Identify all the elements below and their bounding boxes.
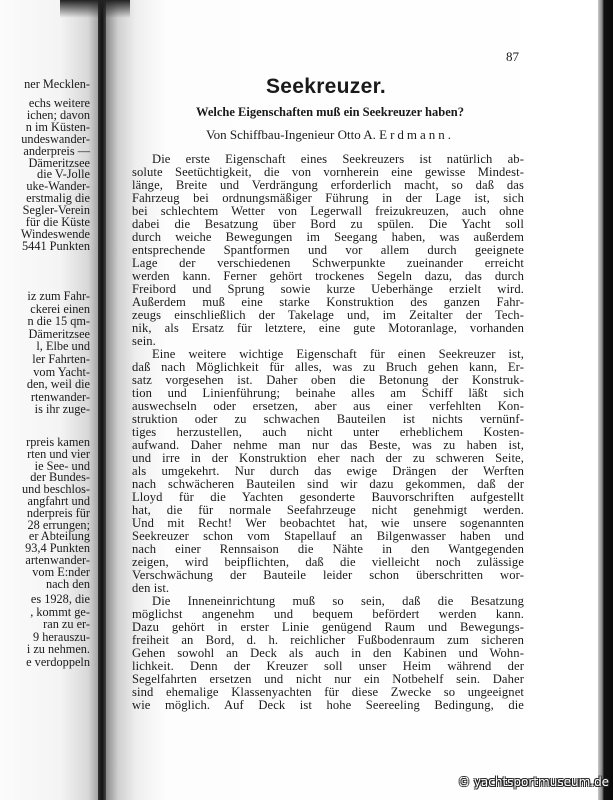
left-page-line: rpreis kamen <box>26 435 90 449</box>
body-text-line: aufwand. Daher nehme man nur das Beste, was zu haben ist, <box>132 438 524 452</box>
left-page-line: uke-Wander- <box>26 179 90 194</box>
left-page-line: nach den <box>45 576 90 591</box>
left-page-line: 5441 Punkten <box>22 238 90 253</box>
left-page-line: , kommt ge- <box>30 604 90 619</box>
article-byline <box>120 127 540 142</box>
gutter-top-shadow <box>60 0 130 18</box>
body-text-line: zeugs einschließlich der Takelage und, im Zeitalter der Tech- <box>132 308 524 322</box>
body-text-line: durch weiche Bewegungen im Seegang haben, was außerdem <box>132 230 524 244</box>
left-page-line: rtenwander- <box>30 389 90 404</box>
left-page-line: i zu nehmen. <box>26 642 90 657</box>
body-text-line: länge, Breite und Verdrängung erforderlich macht, so daß das <box>132 178 524 192</box>
body-text-line: Seekreuzer schon vom Stapellauf an Bilgenwasser haben und <box>132 529 524 543</box>
left-page-line: ichen; davon <box>26 107 90 122</box>
page-edge-shadow <box>598 0 613 800</box>
article-subtitle: Welche Eigenschaften muß ein Seekreuzer haben? <box>196 105 464 119</box>
left-page-line: erstmalig die <box>26 191 90 206</box>
left-page-line: ckerei einen <box>30 301 90 316</box>
body-text-line: Gehen sowohl an Deck als auch in den Kabinen und Wohn- <box>132 646 524 660</box>
body-text-line: werden kann. Ferner gehört trockenes Segeln dazu, das durch <box>132 269 524 283</box>
body-text-line: als umgekehrt. Nur durch das ewige Drängen der Werften <box>132 464 524 478</box>
left-page-line: rten und vier <box>27 446 90 461</box>
body-text-line: Lage der verschiedenen Schwerpunkte zueinander erreicht <box>132 256 524 270</box>
body-text-line: Außerdem muß eine starke Konstruktion des ganzen Fahr- <box>132 295 524 309</box>
body-text-line: zeigen, wird beipflichten, daß die vielleicht noch zulässige <box>132 555 524 569</box>
body-text-line: hat, die für normale Seefahrzeuge nicht genehmigt werden. <box>132 503 524 517</box>
left-page-line: er Abteilung <box>28 529 90 544</box>
left-page-line: ran zu er- <box>43 617 90 632</box>
body-text-line: tiges herzustellen, auch nicht unter erheblichem Kosten- <box>132 425 524 439</box>
body-text-line: nach einer Rennsaison die Nähte in den Wantgegenden <box>132 542 524 556</box>
left-page-line: is ihr zuge- <box>34 402 90 417</box>
body-text-line: nach schwächeren Bauteilen sind wir dazu gekommen, daß der <box>132 477 524 491</box>
left-page-line: undeswander- <box>21 131 90 146</box>
left-page-line: ler Fahrten- <box>32 352 90 366</box>
body-text-line: struktion oder zu schwachen Bauteilen ist nichts vernünf- <box>132 412 524 426</box>
left-page-line: 28 errungen; <box>27 517 90 532</box>
body-text-line: dabei die Besatzung über Bord zu spülen. Die Yacht soll <box>132 217 524 231</box>
watermark: © yachtsportmuseum.de <box>458 775 610 789</box>
left-page-line: iz zum Fahr- <box>27 289 90 303</box>
left-page-line: Segler-Verein <box>22 203 90 218</box>
left-page-line: vom E:nder <box>32 564 90 579</box>
page-number: 87 <box>506 49 519 64</box>
body-text-line: satz vorgesehen ist. Daher oben die Betonung der Konstruk- <box>132 373 524 387</box>
body-text-line: wie möglich. Auf Deck ist hohe Seereeling Bedingung, die <box>132 698 524 712</box>
body-text-line: Und mit Recht! Wer beobachtet hat, wie unsere sogenannten <box>132 516 524 530</box>
body-text-line: Freibord und Sprung sowie kurze Ueberhänge erzielt wird. <box>132 282 524 296</box>
body-text-line: Fahrzeug bei ordnungsmäßiger Führung in der Lage ist, sich <box>132 191 524 205</box>
body-text-line: Die erste Eigenschaft eines Seekreuzers ist natürlich ab- <box>152 152 524 166</box>
body-text-line: sind ehemalige Klassenyachten für diese Zwecke so ungeeignet <box>132 685 524 699</box>
body-text-line: Verschwächung der Bauteile leider schon überschritten wor- <box>132 568 524 582</box>
left-page-line: artenwander- <box>25 553 90 567</box>
body-text-line: möglichst angenehm und bequem befördert werden kann. <box>132 607 524 621</box>
left-page-line: l, Elbe und <box>36 339 90 354</box>
body-text-line: Eine weitere wichtige Eigenschaft für einen Seekreuzer ist, <box>152 347 524 361</box>
left-page-line: echs weitere <box>28 96 90 110</box>
left-page-line: angfahrt und <box>27 494 90 508</box>
body-text-line: freiheit an Bord, d. h. reichlicher Fußbodenraum zum sicheren <box>132 633 524 647</box>
left-page-line: e verdoppeln <box>26 655 90 669</box>
body-text-line: und irre in der Konstruktion eher nach der zu schweren Seite, <box>132 451 524 465</box>
body-text-line: den ist. <box>132 581 170 595</box>
body-text-line: tion und Linienführung; beinahe alles am Schiff läßt sich <box>132 386 524 400</box>
byline-prefix: Von Schiffbau-Ingenieur Otto A. <box>205 127 376 142</box>
body-text-line: sein. <box>132 334 156 348</box>
body-text-line: auswechseln oder ersetzen, aber aus einer verfehlten Kon- <box>132 399 524 413</box>
left-page-line: die V-Jolle <box>37 167 90 182</box>
left-page-line: der Bundes- <box>30 470 90 485</box>
left-page-line: 9 herauszu- <box>32 629 90 644</box>
body-text-line: Dazu gehört in erster Linie genügend Raum und Bewegungs- <box>132 620 524 634</box>
left-page-line: n die 15 qm- <box>27 314 90 329</box>
body-text-line: Segelfahrten ersetzen und nicht nur ein Notbehelf sein. Daher <box>132 672 524 686</box>
body-text-line: nik, als Ersatz für letztere, eine gute Motoranlage, vorhanden <box>132 321 524 335</box>
left-page-line: anderpreis — <box>23 143 90 158</box>
body-text-line: entsprechende Spantformen und vor allem durch geeignete <box>132 243 524 257</box>
body-text-line: bei schlechtem Wetter von Legerwall freizukreuzen, auch ohne <box>132 204 524 218</box>
body-text-line: Die Inneneinrichtung muß so sein, daß die Besatzung <box>152 594 524 608</box>
left-page <box>0 0 100 800</box>
left-page-line: den, weil die <box>26 377 90 392</box>
left-page-line: und beschlos- <box>22 482 90 497</box>
left-page-line: vom Yacht- <box>33 364 90 379</box>
book-gutter <box>98 0 106 800</box>
left-page-line: Dämeritzsee <box>28 155 90 170</box>
left-page-line: ie See- und <box>34 458 90 473</box>
body-text-line: solute Seetüchtigkeit, die von vornherein eine gewisse Mindest- <box>132 165 524 179</box>
left-page-line: 93,4 Punkten <box>25 541 90 556</box>
left-page-line: n im Küsten- <box>25 119 90 134</box>
article-title: Seekreuzer. <box>265 75 387 98</box>
body-text-line: Lloyd für die Yachten gesonderte Bauvorschriften aufgestellt <box>132 490 524 504</box>
byline-author-name: Erdmann. <box>379 127 455 142</box>
left-page-line: nderpreis für <box>26 505 90 520</box>
left-page-line: für die Küste <box>25 215 90 229</box>
body-text-line: lichkeit. Denn der Kreuzer soll unser Heim während der <box>132 659 524 673</box>
left-page-line: ner Mecklen- <box>24 77 90 91</box>
left-page-line: Dämeritzsee <box>28 326 90 341</box>
left-page-line: es 1928, die <box>30 592 90 606</box>
body-text-line: daß nach Möglichkeit für alles, was zu Bruch gehen kann, Er- <box>132 360 524 374</box>
left-page-line: Windeswende <box>20 226 90 241</box>
